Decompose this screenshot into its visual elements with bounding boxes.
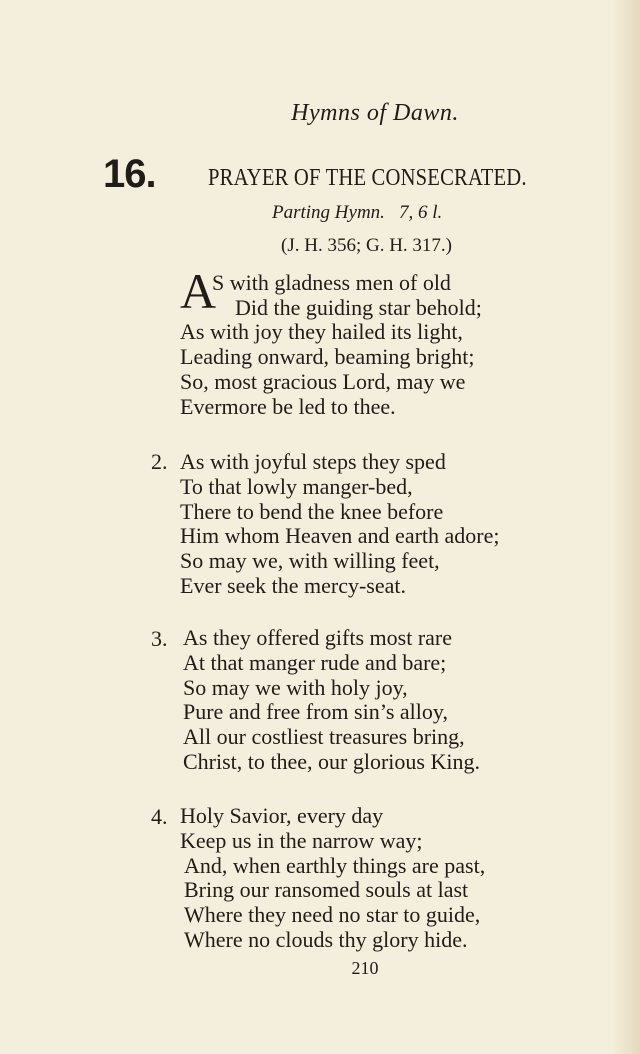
verse-line: And, when earthly things are past, bbox=[184, 853, 486, 878]
drop-cap: A bbox=[180, 263, 217, 319]
verse-line: Him whom Heaven and earth adore; bbox=[180, 523, 500, 548]
verse-line: So, most gracious Lord, may we bbox=[180, 369, 466, 394]
verse-line: Evermore be led to thee. bbox=[180, 394, 396, 419]
verse-line: As with joy they hailed its light, bbox=[180, 319, 463, 344]
verse-line: Keep us in the narrow way; bbox=[180, 828, 423, 853]
verse-line: So may we with holy joy, bbox=[183, 675, 408, 700]
verse-line: Christ, to thee, our glorious King. bbox=[183, 749, 480, 774]
stanza-number: 2. bbox=[151, 449, 168, 474]
page-number: 210 bbox=[351, 958, 379, 978]
stanza-number: 4. bbox=[151, 804, 168, 829]
verse-line: Pure and free from sin’s alloy, bbox=[183, 699, 448, 724]
tune-name: Parting Hymn. bbox=[272, 202, 385, 223]
verse-line: Holy Savior, every day bbox=[180, 803, 384, 828]
verse-line: Leading onward, beaming bright; bbox=[180, 344, 475, 369]
hymnal-references: (J. H. 356; G. H. 317.) bbox=[281, 235, 452, 256]
verse-line: Did the guiding star behold; bbox=[235, 295, 482, 320]
verse-line: Bring our ransomed souls at last bbox=[184, 877, 469, 902]
hymn-title: PRAYER OF THE CONSECRATED. bbox=[208, 165, 527, 191]
verse-line: Where they need no star to guide, bbox=[184, 902, 481, 927]
verse-line: There to bend the knee before bbox=[180, 499, 444, 524]
stanza-number: 3. bbox=[151, 626, 168, 651]
tune-line bbox=[272, 202, 442, 224]
meter: 7, 6 l. bbox=[398, 202, 443, 223]
page-edge-shadow bbox=[612, 0, 640, 1054]
verse-line: S with gladness men of old bbox=[212, 270, 451, 295]
verse-line: Where no clouds thy glory hide. bbox=[184, 927, 468, 952]
verse-line: As they offered gifts most rare bbox=[183, 625, 453, 650]
verse-line: To that lowly manger-bed, bbox=[180, 474, 413, 499]
verse-line: So may we, with willing feet, bbox=[180, 548, 440, 573]
hymn-number: 16. bbox=[103, 152, 156, 196]
running-head: Hymns of Dawn. bbox=[291, 100, 459, 126]
verse-line: As with joyful steps they sped bbox=[180, 449, 446, 474]
verse-line: All our costliest treasures bring, bbox=[183, 724, 465, 749]
verse-line: Ever seek the mercy-seat. bbox=[180, 573, 406, 598]
verse-line: At that manger rude and bare; bbox=[183, 650, 447, 675]
